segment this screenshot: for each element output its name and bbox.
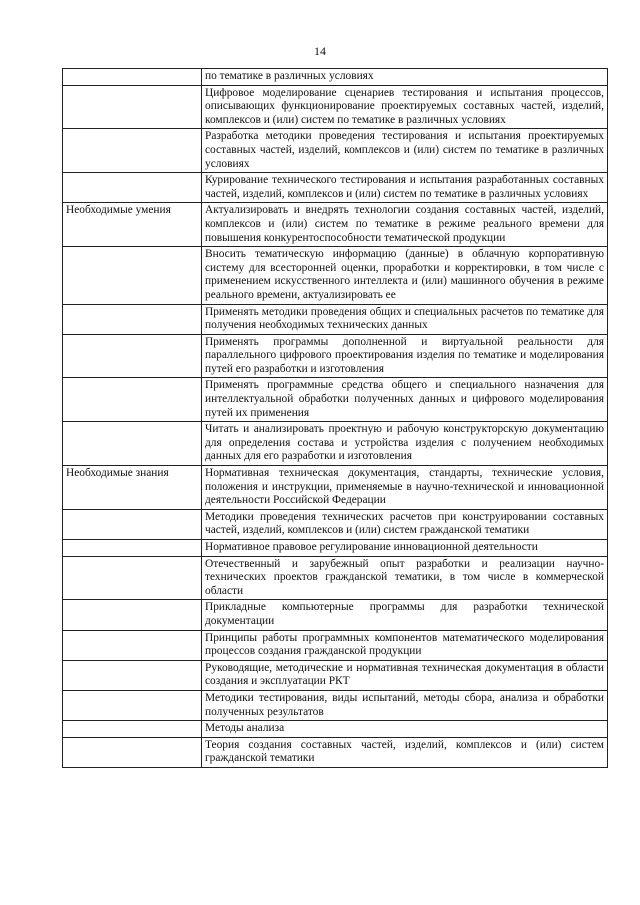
row-content-text: Курирование технического тестирования и испытания разработанных составных частей, изделий, комплексов и (или) систем по тематике в различных условиях [202,173,608,203]
row-content-text: Методики тестирования, виды испытаний, методы сбора, анализа и обработки полученных результатов [202,690,608,720]
row-content-text: Прикладные компьютерные программы для разработки технической документации [202,600,608,630]
table-row [63,247,608,304]
table-row [63,85,608,129]
row-category-label [63,378,202,422]
table-row [63,203,608,247]
table-row [63,690,608,720]
row-category-label [63,721,202,738]
row-content-text: Принципы работы программных компонентов математического моделирования процессов создания гражданской продукции [202,630,608,660]
table-row [63,173,608,203]
row-category-label [63,600,202,630]
row-category-label [63,304,202,334]
row-category-label [63,540,202,557]
row-content-text: Актуализировать и внедрять технологии создания составных частей, изделий, комплексов и (или) систем по тематике в режиме реального времени для повышения конкурентоспособности тематической продукции [202,203,608,247]
table-row [63,304,608,334]
row-category-label [63,129,202,173]
requirements-table [62,68,608,768]
table-row [63,540,608,557]
row-category-label [63,556,202,600]
row-content-text: Нормативная техническая документация, стандарты, технические условия, положения и инструкции, применяемые в научно-технической и инновационной деятельности Российской Федерации [202,466,608,510]
table-row [63,660,608,690]
row-content-text: Применять программы дополненной и виртуальной реальности для параллельного цифрового проектирования изделия по тематике и моделирования путей его разработки и изготовления [202,334,608,378]
row-content-text: Методики проведения технических расчетов при конструировании составных частей, изделий, комплексов и (или) систем гражданской тематики [202,509,608,539]
table-row [63,334,608,378]
row-content-text: Теория создания составных частей, изделий, комплексов и (или) систем гражданской тематики [202,737,608,767]
table-row [63,630,608,660]
row-content-text: Применять программные средства общего и специального назначения для интеллектуальной обработки полученных данных и цифрового моделирования путей их применения [202,378,608,422]
row-category-label [63,69,202,86]
row-content-text: по тематике в различных условиях [202,69,608,86]
row-category-label [63,509,202,539]
requirements-table-body [63,69,608,768]
row-category-label [63,630,202,660]
row-category-label [63,334,202,378]
table-row [63,509,608,539]
table-row [63,721,608,738]
row-content-text: Применять методики проведения общих и специальных расчетов по тематике для получения необходимых технических данных [202,304,608,334]
row-category-label [63,85,202,129]
table-row [63,737,608,767]
row-category-label [63,690,202,720]
table-row [63,556,608,600]
table-row [63,69,608,86]
row-content-text: Читать и анализировать проектную и рабочую конструкторскую документацию для определения состава и устройства изделия с получением необходимых данных для его разработки и изготовления [202,422,608,466]
table-row [63,600,608,630]
table-row [63,466,608,510]
row-content-text: Отечественный и зарубежный опыт разработки и реализации научно-технических проектов гражданской тематики, в том числе в коммерческой области [202,556,608,600]
row-category-label: Необходимые знания [63,466,202,510]
row-content-text: Методы анализа [202,721,608,738]
row-category-label [63,422,202,466]
row-content-text: Разработка методики проведения тестирования и испытания проектируемых составных частей, изделий, комплексов и (или) систем по тематике в различных условиях [202,129,608,173]
row-content-text: Нормативное правовое регулирование инновационной деятельности [202,540,608,557]
table-row [63,378,608,422]
row-category-label [63,737,202,767]
table-row [63,129,608,173]
page-number: 14 [314,44,326,58]
row-category-label: Необходимые умения [63,203,202,247]
row-content-text: Вносить тематическую информацию (данные) в облачную корпоративную систему для всесторонней оценки, проработки и корректировки, в том числе с применением искусственного интеллекта и (или) машинного обучения в режиме реального времени, актуализировать ее [202,247,608,304]
row-category-label [63,173,202,203]
row-content-text: Руководящие, методические и нормативная техническая документация в области создания и эксплуатации РКТ [202,660,608,690]
row-content-text: Цифровое моделирование сценариев тестирования и испытания процессов, описывающих функционирование проектируемых составных частей, изделий, комплексов и (или) систем по тематике в различных условиях [202,85,608,129]
row-category-label [63,660,202,690]
row-category-label [63,247,202,304]
table-row [63,422,608,466]
